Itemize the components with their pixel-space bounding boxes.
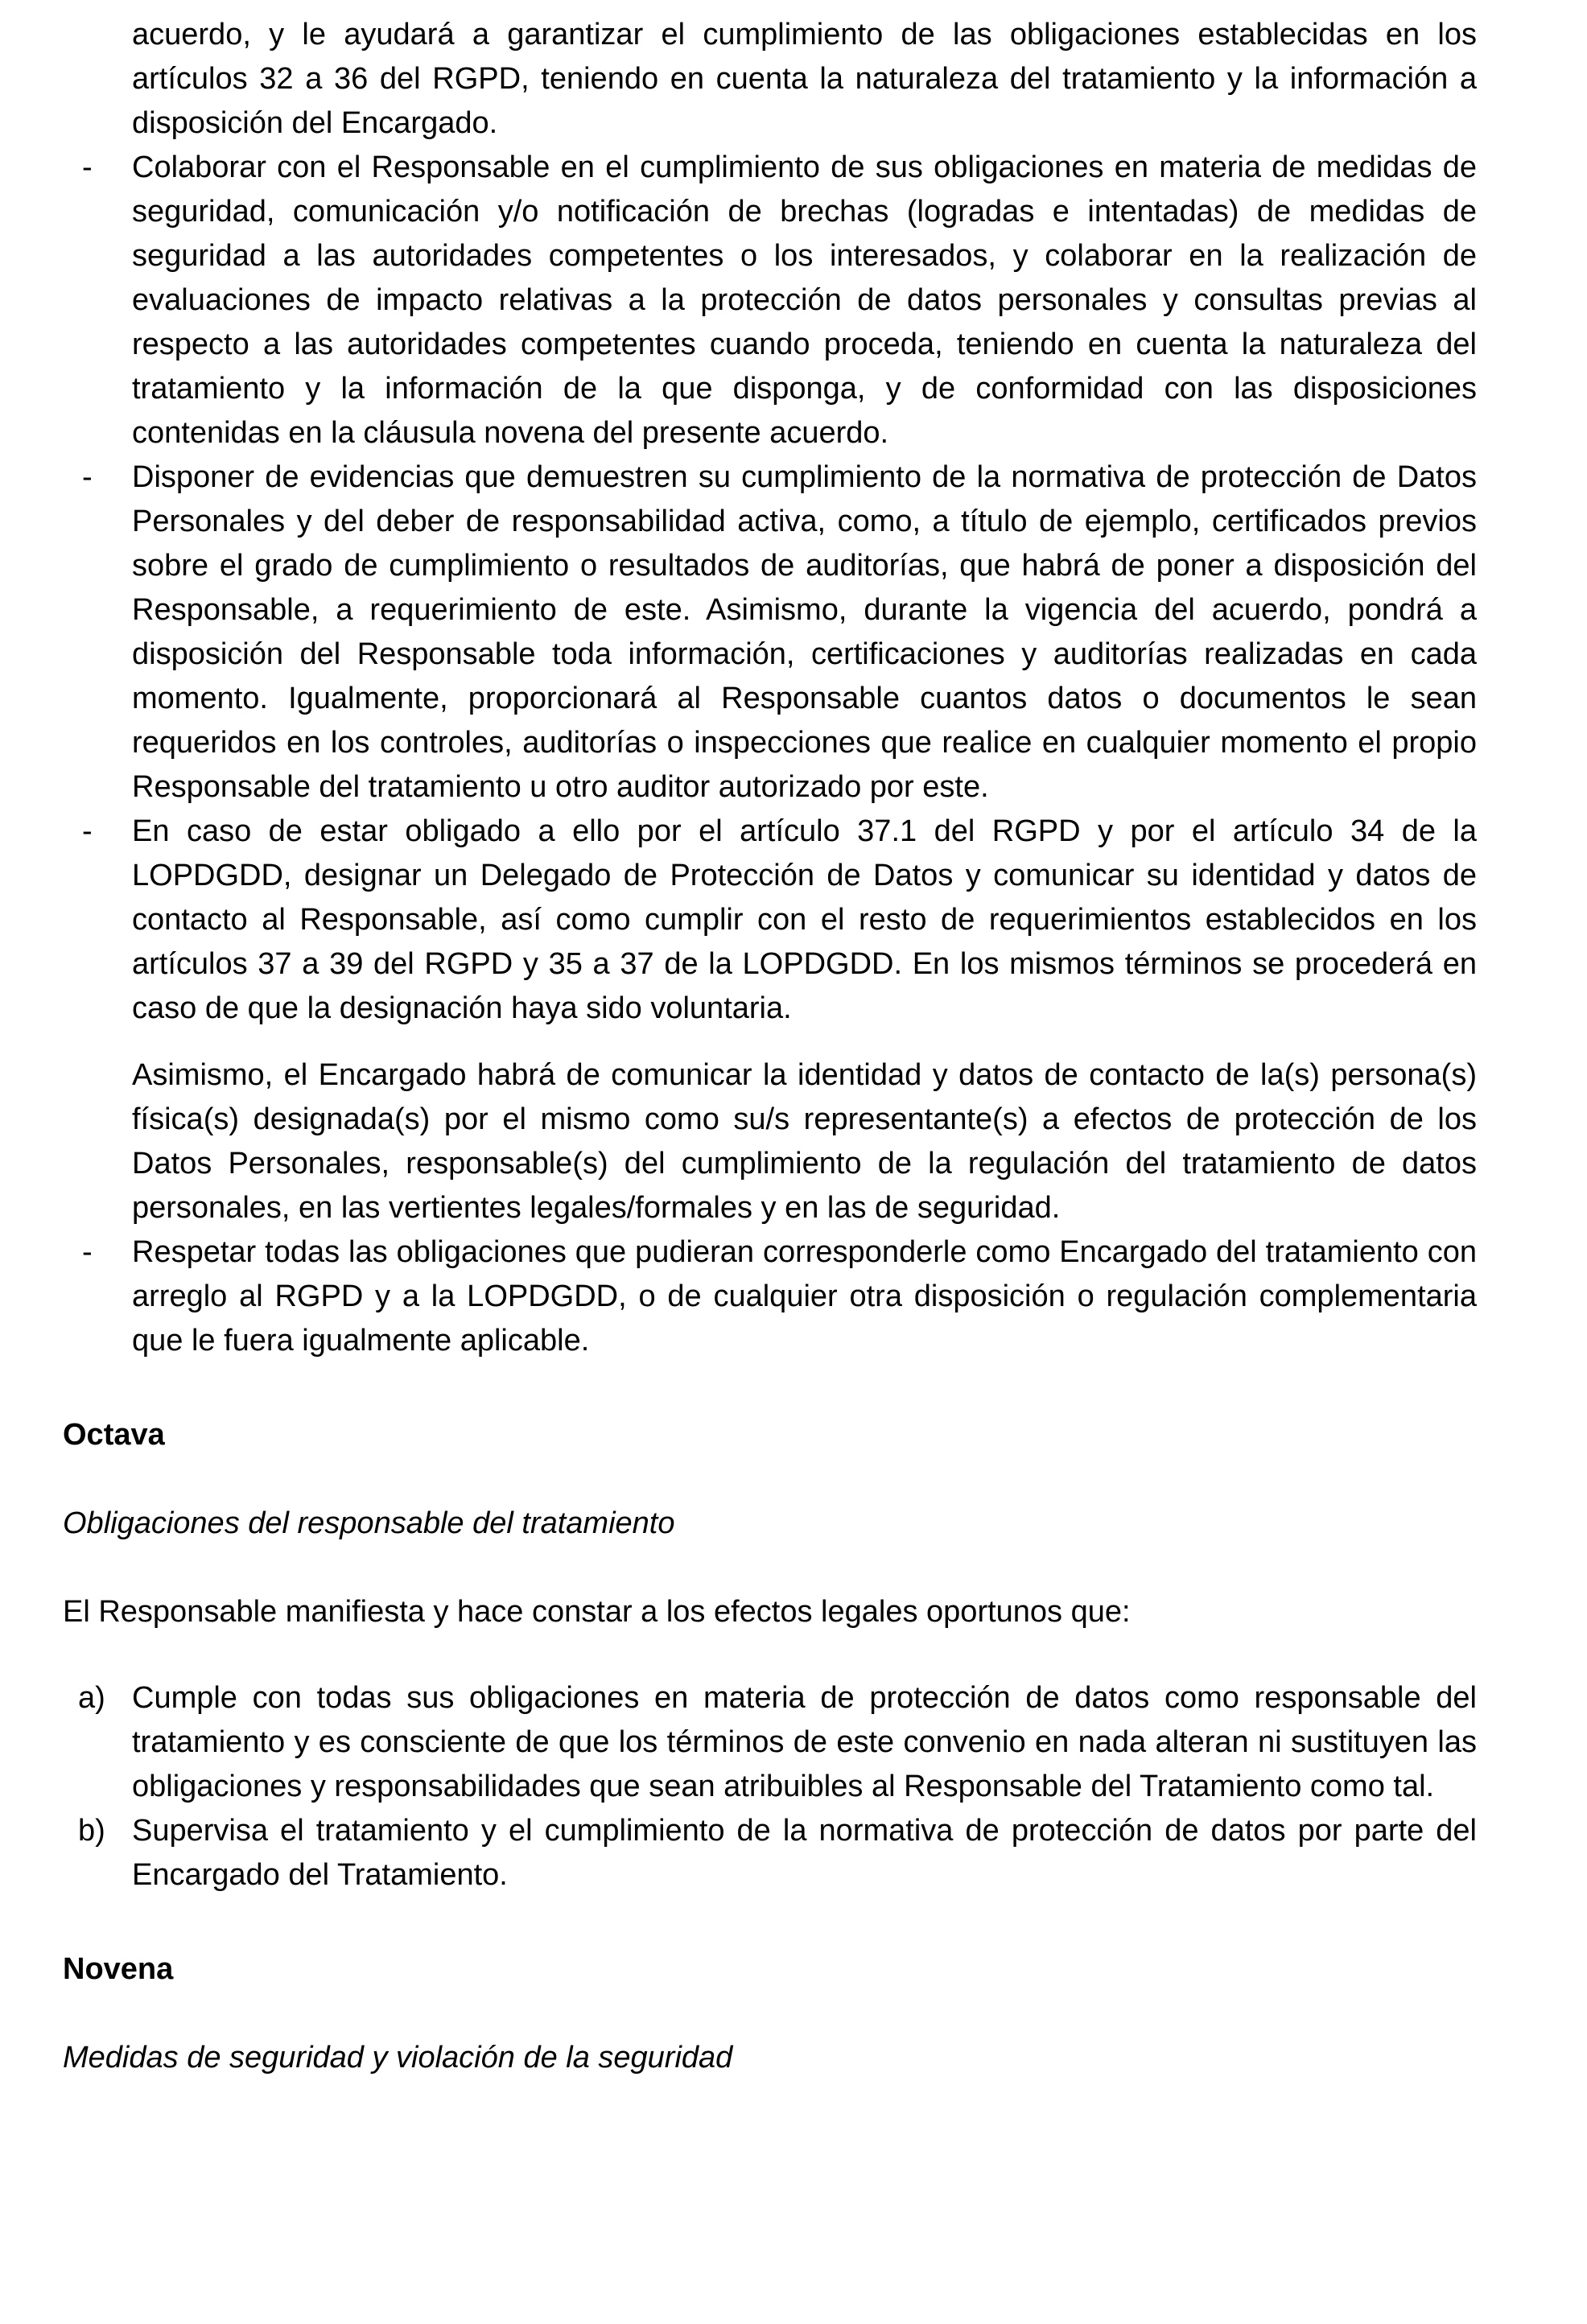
bullet-text: Colaborar con el Responsable en el cumplimiento de sus obligaciones en materia de medidas de seguridad, comunicación y/o notificación de brechas (logradas e intentadas) de medidas de seguridad a las autoridades competentes o los interesados, y colaborar en la realización de evaluaciones de impacto relativas a la protección de datos personales y consultas previas al respecto a las autoridades competentes cuando proceda, teniendo en cuenta la naturaleza del tratamiento y la información de la que disponga, y de conformidad con las disposiciones contenidas en la cláusula novena del presente acuerdo. [132, 150, 1477, 450]
list-item-b [63, 1809, 1477, 1898]
list-marker-b: b) [78, 1814, 105, 1848]
list-item-text: Supervisa el tratamiento y el cumplimiento de la normativa de protección de datos por parte del Encargado del Tratamiento. [132, 1814, 1477, 1892]
lettered-list [63, 1676, 1477, 1898]
bullet-text: En caso de estar obligado a ello por el artículo 37.1 del RGPD y por el artículo 34 de la LOPDGDD, designar un Delegado de Protección de Datos y comunicar su identidad y datos de contacto al Responsable, así como cumplir con el resto de requerimientos establecidos en los artículos 37 a 39 del RGPD y 35 a 37 de la LOPDGDD. En los mismos términos se procederá en caso de que la designación haya sido voluntaria. [132, 814, 1477, 1025]
section-heading-novena: Novena [63, 1952, 174, 1986]
responsable-intro-paragraph: El Responsable manifiesta y hace constar a los efectos legales oportunos que: [63, 1595, 1131, 1629]
bullet-text: Respetar todas las obligaciones que pudieran corresponderle como Encargado del tratamiento con arreglo al RGPD y a la LOPDGDD, o de cualquier otra disposición o regulación complementaria que le fuera igualmente aplicable. [132, 1235, 1477, 1358]
bullet-dash: - [82, 460, 93, 494]
continuation-paragraph: acuerdo, y le ayudará a garantizar el cumplimiento de las obligaciones establecidas en los artículos 32 a 36 del RGPD, teniendo en cuenta la naturaleza del tratamiento y la información a disposición del Encargado. [132, 18, 1477, 140]
list-marker-a: a) [78, 1681, 105, 1715]
list-item-a [63, 1676, 1477, 1809]
bullet-text: Disponer de evidencias que demuestren su cumplimiento de la normativa de protección de Datos Personales y del deber de responsabilidad activa, como, a título de ejemplo, certificados previos sobre el grado de cumplimiento o resultados de auditorías, que habrá de poner a disposición del Responsable, a requerimiento de este. Asimismo, durante la vigencia del acuerdo, pondrá a disposición del Responsable toda información, certificaciones y auditorías realizadas en cada momento. Igualmente, proporcionará al Responsable cuantos datos o documentos le sean requeridos en los controles, auditorías o inspecciones que realice en cualquier momento el propio Responsable del tratamiento u otro auditor autorizado por este. [132, 460, 1477, 804]
section-subheading-octava: Obligaciones del responsable del tratamiento [63, 1506, 675, 1540]
asimismo-continuation-paragraph: Asimismo, el Encargado habrá de comunicar la identidad y datos de contacto de la(s) persona(s) física(s) designada(s) por el mismo como su/s representante(s) a efectos de protección de los Datos Personales, responsable(s) del cumplimiento de la regulación del tratamiento de datos personales, en las vertientes legales/formales y en las de seguridad. [132, 1058, 1477, 1225]
bullet-dash: - [82, 150, 93, 184]
section-subheading-novena: Medidas de seguridad y violación de la seguridad [63, 2041, 733, 2075]
bullet-dash: - [82, 814, 93, 848]
list-item-text: Cumple con todas sus obligaciones en materia de protección de datos como responsable del tratamiento y es consciente de que los términos de este convenio en nada alteran ni sustituyen las obligaciones y responsabilidades que sean atribuibles al Responsable del Tratamiento como tal. [132, 1681, 1477, 1803]
section-heading-octava: Octava [63, 1418, 165, 1452]
bullet-item-colaborar [63, 146, 1477, 455]
bullet-item-dpo [63, 810, 1477, 1031]
bullet-dash: - [82, 1235, 93, 1269]
bullet-item-respetar [63, 1230, 1477, 1363]
bullet-item-disponer [63, 455, 1477, 810]
